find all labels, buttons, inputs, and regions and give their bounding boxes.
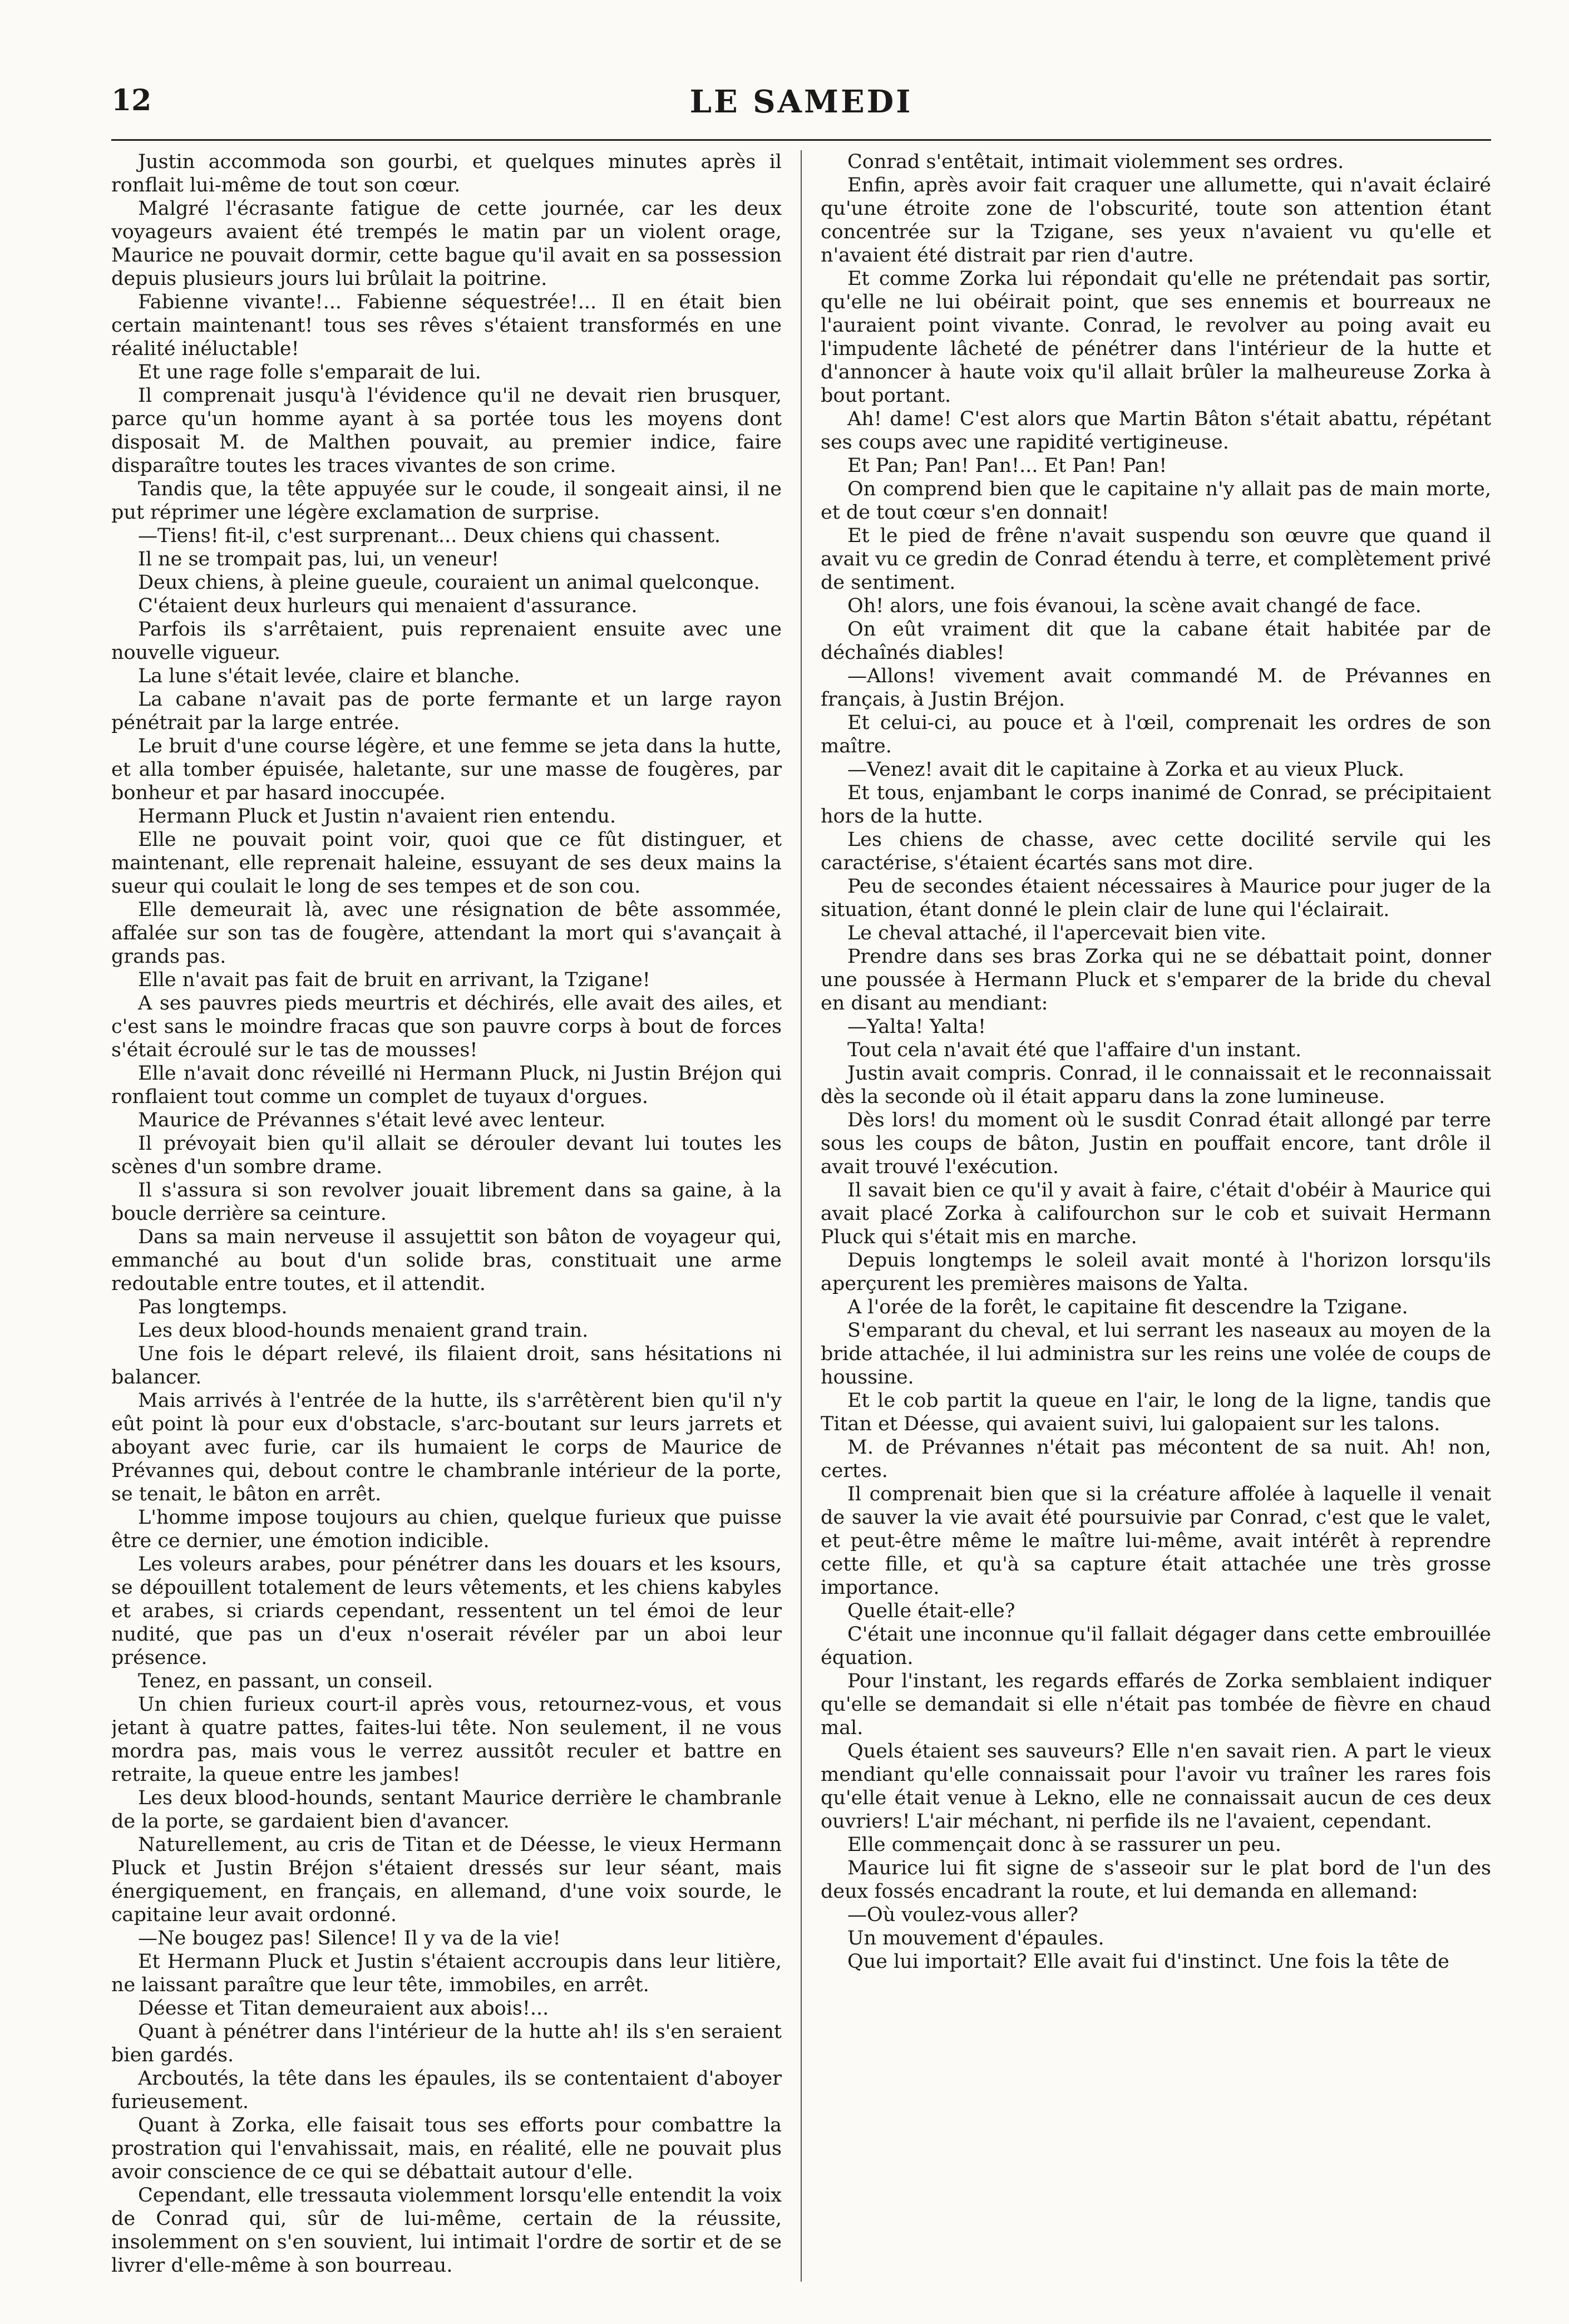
paragraph: Cependant, elle tressauta violemment lorsqu'elle entendit la voix de Conrad qui, sûr de lui-même, certain de la réussite, insolemment on s'en souvient, lui intimait l'ordre de sortir et de se livrer d'elle-même à son bourreau.	[111, 2184, 782, 2277]
paragraph: Quant à Zorka, elle faisait tous ses efforts pour combattre la prostration qui l'envahissait, mais, en réalité, elle ne pouvait plus avoir conscience de ce qui se débattait autour d'elle.	[111, 2114, 782, 2183]
paragraph: Deux chiens, à pleine gueule, couraient un animal quelconque.	[138, 572, 760, 594]
paragraph: Il ne se trompait pas, lui, un veneur!	[138, 548, 499, 570]
paragraph: Hermann Pluck et Justin n'avaient rien entendu.	[138, 805, 616, 828]
paragraph: S'emparant du cheval, et lui serrant les naseaux au moyen de la bride attachée, il lui administra sur les reins une volée de coups de houssine.	[821, 1319, 1491, 1389]
paragraph: Dans sa main nerveuse il assujettit son bâton de voyageur qui, emmanché au bout d'un solide bras, constituait une arme redoutable entre toutes, et il attendit.	[111, 1226, 782, 1295]
paragraph: Prendre dans ses bras Zorka qui ne se débattait point, donner une poussée à Hermann Pluck et s'emparer de la bride du cheval en disant au mendiant:	[821, 946, 1491, 1015]
paragraph: Tenez, en passant, un conseil.	[138, 1670, 433, 1692]
paragraph: Les chiens de chasse, avec cette docilité servile qui les caractérise, s'étaient écartés sans mot dire.	[821, 829, 1491, 874]
page	[111, 78, 1491, 2282]
paragraph: C'était une inconnue qu'il fallait dégager dans cette embrouillée équation.	[821, 1623, 1491, 1669]
paragraph: Quels étaient ses sauveurs? Elle n'en savait rien. A part le vieux mendiant qu'elle connaissait pour l'avoir vu traîner les rares fois qu'elle était venue à Lekno, elle ne connaissait aucun de ces deux ouvriers! L'air méchant, ni perfide ils ne l'avaient, cependant.	[821, 1740, 1491, 1833]
paragraph: Justin accommoda son gourbi, et quelques minutes après il ronflait lui-même de tout son cœur.	[111, 151, 782, 196]
article-body	[111, 150, 1491, 2282]
paragraph: Les deux blood-hounds, sentant Maurice derrière le chambranle de la porte, se gardaient bien d'avancer.	[111, 1787, 782, 1833]
paragraph: Elle demeurait là, avec une résignation de bête assommée, affalée sur son tas de fougère, attendant la mort qui s'avançait à grands pas.	[111, 899, 782, 968]
paragraph: Et le pied de frêne n'avait suspendu son œuvre que quand il avait vu ce gredin de Conrad étendu à terre, et complètement privé de sentiment.	[821, 525, 1491, 594]
paragraph: La lune s'était levée, claire et blanche.	[138, 665, 520, 687]
paragraph: Pas longtemps.	[138, 1296, 288, 1318]
paragraph: —Où voulez-vous aller?	[847, 1904, 1078, 1926]
paragraph: Tandis que, la tête appuyée sur le coude, il songeait ainsi, il ne put réprimer une légère exclamation de surprise.	[111, 478, 782, 524]
paragraph: Les deux blood-hounds menaient grand train.	[138, 1319, 589, 1342]
paragraph: A ses pauvres pieds meurtris et déchirés, elle avait des ailes, et c'est sans le moindre fracas que son pauvre corps à bout de forces s'était écroulé sur le tas de mousses!	[111, 992, 782, 1061]
paragraph: Il prévoyait bien qu'il allait se dérouler devant lui toutes les scènes d'un sombre drame.	[111, 1133, 782, 1178]
paragraph: Maurice de Prévannes s'était levé avec lenteur.	[138, 1109, 606, 1131]
paragraph: La cabane n'avait pas de porte fermante et un large rayon pénétrait par la large entrée.	[111, 688, 782, 734]
paragraph: Mais arrivés à l'entrée de la hutte, ils s'arrêtèrent bien qu'il n'y eût point là pour eux d'obstacle, s'arc-boutant sur leurs jarrets et aboyant avec furie, car ils humaient le corps de Maurice de Prévannes qui, debout contre le chambranle intérieur de la porte, se tenait, le bâton en arrêt.	[111, 1390, 782, 1505]
paragraph: Il comprenait jusqu'à l'évidence qu'il ne devait rien brusquer, parce qu'un homme ayant à sa portée tous les moyens dont disposait M. de Malthen pouvait, au premier indice, faire disparaître toutes les traces vivantes de son crime.	[111, 385, 782, 477]
paragraph: On comprend bien que le capitaine n'y allait pas de main morte, et de tout cœur s'en donnait!	[821, 478, 1491, 524]
paragraph: Il comprenait bien que si la créature affolée à laquelle il venait de sauver la vie avait été poursuivie par Conrad, c'est que le valet, et peut-être même le maître lui-même, avait intérêt à reprendre cette fille, et qu'à sa capture était attachée une très grosse importance.	[821, 1483, 1491, 1599]
paragraph: Et une rage folle s'emparait de lui.	[138, 361, 481, 383]
paragraph: Il savait bien ce qu'il y avait à faire, c'était d'obéir à Maurice qui avait placé Zorka à califourchon sur le cob et suivait Hermann Pluck qui s'était mis en marche.	[821, 1179, 1491, 1248]
paragraph: Que lui importait? Elle avait fui d'instinct. Une fois la tête de	[847, 1951, 1449, 1973]
paragraph: Et tous, enjambant le corps inanimé de Conrad, se précipitaient hors de la hutte.	[821, 782, 1491, 828]
paragraph: Un chien furieux court-il après vous, retournez-vous, et vous jetant à quatre pattes, faites-lui tête. Non seulement, il ne vous mordra pas, mais vous le verrez aussitôt reculer et battre en retraite, la queue entre les jambes!	[111, 1693, 782, 1786]
page-number: 12	[111, 83, 152, 117]
paragraph: Et Hermann Pluck et Justin s'étaient accroupis dans leur litière, ne laissant paraître que leur tête, immobiles, en arrêt.	[111, 1951, 782, 1996]
paragraph: Elle commençait donc à se rassurer un peu.	[847, 1834, 1281, 1856]
paragraph: Le bruit d'une course légère, et une femme se jeta dans la hutte, et alla tomber épuisée, haletante, sur une masse de fougères, par bonheur et par hasard inoccupée.	[111, 735, 782, 804]
paragraph: Elle ne pouvait point voir, quoi que ce fût distinguer, et maintenant, elle reprenait haleine, essuyant de ses deux mains la sueur qui coulait le long de ses tempes et de son cou.	[111, 829, 782, 898]
paragraph: —Venez! avait dit le capitaine à Zorka et au vieux Pluck.	[847, 759, 1405, 781]
paragraph: Fabienne vivante!... Fabienne séquestrée!... Il en était bien certain maintenant! tous ses rêves s'étaient transformés en une réalité inéluctable!	[111, 291, 782, 360]
paragraph: Déesse et Titan demeuraient aux abois!...	[138, 1997, 549, 2020]
paragraph: On eût vraiment dit que la cabane était habitée par de déchaînés diables!	[821, 618, 1491, 664]
paragraph: M. de Prévannes n'était pas mécontent de sa nuit. Ah! non, certes.	[821, 1436, 1491, 1482]
paragraph: Une fois le départ relevé, ils filaient droit, sans hésitations ni balancer.	[111, 1343, 782, 1389]
paragraph: Elle n'avait pas fait de bruit en arrivant, la Tzigane!	[138, 969, 650, 991]
paragraph: Et le cob partit la queue en l'air, le long de la ligne, tandis que Titan et Déesse, qui avaient suivi, lui galopaient sur les talons.	[821, 1390, 1491, 1435]
paragraph: Et celui-ci, au pouce et à l'œil, comprenait les ordres de son maître.	[821, 712, 1491, 757]
paragraph: Ah! dame! C'est alors que Martin Bâton s'était abattu, répétant ses coups avec une rapidité vertigineuse.	[821, 408, 1491, 454]
paragraph: Malgré l'écrasante fatigue de cette journée, car les deux voyageurs avaient été trempés le matin par un violent orage, Maurice ne pouvait dormir, cette bague qu'il avait en sa possession depuis plusieurs jours lui brûlait la poitrine.	[111, 198, 782, 290]
paragraph: —Yalta! Yalta!	[847, 1016, 986, 1038]
paragraph: Un mouvement d'épaules.	[847, 1927, 1104, 1949]
paragraph: A l'orée de la forêt, le capitaine fit descendre la Tzigane.	[847, 1296, 1408, 1318]
page-header	[111, 78, 1491, 141]
paragraph: Quelle était-elle?	[847, 1600, 1015, 1622]
paragraph: Arcboutés, la tête dans les épaules, ils se contentaient d'aboyer furieusement.	[111, 2067, 782, 2113]
paragraph: Naturellement, au cris de Titan et de Déesse, le vieux Hermann Pluck et Justin Bréjon s'étaient dressés sur leur séant, mais énergiquement, en français, en allemand, d'une voix sourde, le capitaine leur avait ordonné.	[111, 1834, 782, 1926]
paragraph: Peu de secondes étaient nécessaires à Maurice pour juger de la situation, étant donné le plein clair de lune qui l'éclairait.	[821, 875, 1491, 921]
paragraph: Oh! alors, une fois évanoui, la scène avait changé de face.	[847, 595, 1422, 617]
paragraph: C'étaient deux hurleurs qui menaient d'assurance.	[138, 595, 638, 617]
magazine-title: LE SAMEDI	[689, 83, 913, 120]
paragraph: Maurice lui fit signe de s'asseoir sur le plat bord de l'un des deux fossés encadrant la route, et lui demanda en allemand:	[821, 1857, 1491, 1903]
paragraph: —Tiens! fit-il, c'est surprenant... Deux chiens qui chassent.	[138, 525, 721, 547]
paragraph: Elle n'avait donc réveillé ni Hermann Pluck, ni Justin Bréjon qui ronflaient tout comme un complet de tuyaux d'orgues.	[111, 1062, 782, 1108]
paragraph: —Allons! vivement avait commandé M. de Prévannes en français, à Justin Bréjon.	[821, 665, 1491, 711]
paragraph: Dès lors! du moment où le susdit Conrad était allongé par terre sous les coups de bâton, Justin en pouffait encore, tant drôle il avait trouvé l'exécution.	[821, 1109, 1491, 1178]
paragraph: Le cheval attaché, il l'apercevait bien vite.	[847, 922, 1267, 944]
paragraph: Enfin, après avoir fait craquer une allumette, qui n'avait éclairé qu'une étroite zone de l'obscurité, toute son attention étant concentrée sur la Tzigane, ses yeux n'avaient vu qu'elle et n'avaient été distrait par rien d'autre.	[821, 174, 1491, 267]
paragraph: Conrad s'entêtait, intimait violemment ses ordres.	[847, 151, 1344, 173]
paragraph: —Ne bougez pas! Silence! Il y va de la vie!	[138, 1927, 561, 1949]
paragraph: Pour l'instant, les regards effarés de Zorka semblaient indiquer qu'elle se demandait si elle n'était pas tombée de fièvre en chaud mal.	[821, 1670, 1491, 1739]
paragraph: Parfois ils s'arrêtaient, puis reprenaient ensuite avec une nouvelle vigueur.	[111, 618, 782, 664]
paragraph: Tout cela n'avait été que l'affaire d'un instant.	[847, 1039, 1302, 1061]
paragraph: Les voleurs arabes, pour pénétrer dans les douars et les ksours, se dépouillent totalement de leurs vêtements, et les chiens kabyles et arabes, si criards cependant, ressentent un tel émoi de leur nudité, que pas un d'eux n'oserait révéler par un aboi leur présence.	[111, 1553, 782, 1669]
paragraph: Justin avait compris. Conrad, il le connaissait et le reconnaissait dès la seconde où il était apparu dans la zone lumineuse.	[821, 1062, 1491, 1108]
paragraph: Depuis longtemps le soleil avait monté à l'horizon lorsqu'ils aperçurent les premières maisons de Yalta.	[821, 1249, 1491, 1295]
paragraph: Et comme Zorka lui répondait qu'elle ne prétendait pas sortir, qu'elle ne lui obéirait point, que ses ennemis et bourreaux ne l'auraient point vivante. Conrad, le revolver au poing avait eu l'impudente lâcheté de pénétrer dans l'intérieur de la hutte et d'annoncer à haute voix qu'il allait brûler la malheureuse Zorka à bout portant.	[821, 268, 1491, 407]
paragraph: Et Pan; Pan! Pan!... Et Pan! Pan!	[847, 455, 1167, 477]
paragraph: Il s'assura si son revolver jouait librement dans sa gaine, à la boucle derrière sa ceinture.	[111, 1179, 782, 1225]
paragraph: Quant à pénétrer dans l'intérieur de la hutte ah! ils s'en seraient bien gardés.	[111, 2021, 782, 2066]
paragraph: L'homme impose toujours au chien, quelque furieux que puisse être ce dernier, une émotion indicible.	[111, 1506, 782, 1552]
